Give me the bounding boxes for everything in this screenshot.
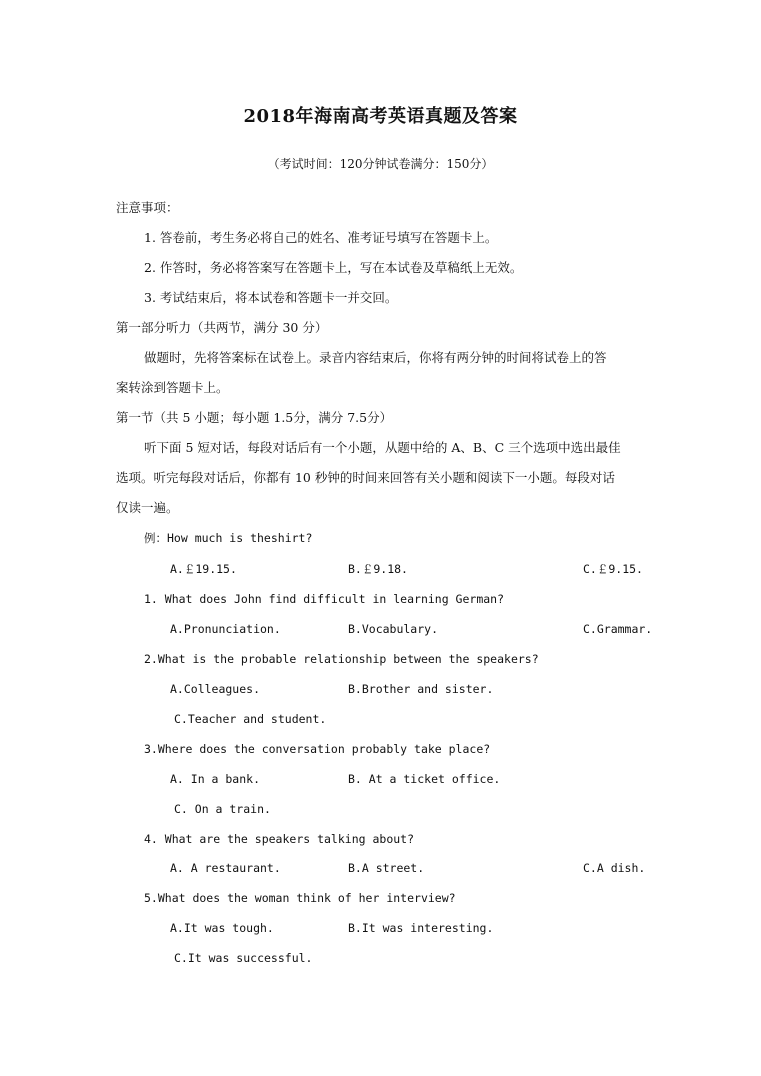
question-4-option-b: B.A street. — [348, 861, 425, 875]
notice-item: 3. 考试结束后，将本试卷和答题卡一并交回。 — [144, 290, 398, 305]
question-4: 4. What are the speakers talking about? — [144, 832, 415, 846]
question-5-option-a: A.It was tough. — [170, 921, 274, 935]
question-2-option-a: A.Colleagues. — [170, 682, 261, 696]
section1-instruction: 听下面 5 短对话，每段对话后有一个小题，从题中给的 A、B、C 三个选项中选出最佳 — [144, 440, 621, 455]
example-option-a: A.￡19.15. — [170, 562, 237, 576]
question-4-option-a: A. A restaurant. — [170, 861, 281, 875]
section1-instruction: 选项。听完每段对话后，你都有 10 秒钟的时间来回答有关小题和阅读下一小题。每段对话 — [116, 470, 615, 485]
question-4-option-c: C.A dish. — [583, 861, 646, 875]
notice-heading: 注意事项： — [116, 200, 179, 215]
question-3-option-a: A. In a bank. — [170, 772, 261, 786]
question-3-option-c: C. On a train. — [174, 802, 271, 816]
question-3-option-b: B. At a ticket office. — [348, 772, 501, 786]
question-2: 2.What is the probable relationship between the speakers? — [144, 652, 539, 666]
part1-instruction: 做题时，先将答案标在试卷上。录音内容结束后，你将有两分钟的时间将试卷上的答 — [144, 350, 607, 365]
section1-heading: 第一节（共 5 小题；每小题 1.5分，满分 7.5分） — [116, 410, 393, 425]
question-5-option-c: C.It was successful. — [174, 951, 313, 965]
question-2-option-c: C.Teacher and student. — [174, 712, 327, 726]
question-5-option-b: B.It was interesting. — [348, 921, 494, 935]
exam-time-info: （考试时间：120分钟试卷满分：150分） — [267, 157, 494, 171]
question-1: 1. What does John find difficult in learning German? — [144, 592, 505, 606]
question-1-option-c: C.Grammar. — [583, 622, 653, 636]
notice-item: 1. 答卷前，考生务必将自己的姓名、准考证号填写在答题卡上。 — [144, 230, 498, 245]
part1-instruction: 案转涂到答题卡上。 — [116, 380, 229, 395]
question-2-option-b: B.Brother and sister. — [348, 682, 494, 696]
example-option-c: C.￡9.15. — [583, 562, 643, 576]
notice-item: 2. 作答时，务必将答案写在答题卡上，写在本试卷及草稿纸上无效。 — [144, 260, 523, 275]
section1-instruction: 仅读一遍。 — [116, 500, 179, 515]
part1-heading: 第一部分听力（共两节，满分 30 分） — [116, 320, 328, 335]
document-title: 2018年海南高考英语真题及答案 — [243, 106, 518, 127]
question-1-option-b: B.Vocabulary. — [348, 622, 439, 636]
question-1-option-a: A.Pronunciation. — [170, 622, 281, 636]
example-option-b: B.￡9.18. — [348, 562, 408, 576]
question-3: 3.Where does the conversation probably take place? — [144, 742, 491, 756]
question-5: 5.What does the woman think of her interview? — [144, 891, 456, 905]
example-question: 例：How much is theshirt? — [144, 531, 313, 545]
